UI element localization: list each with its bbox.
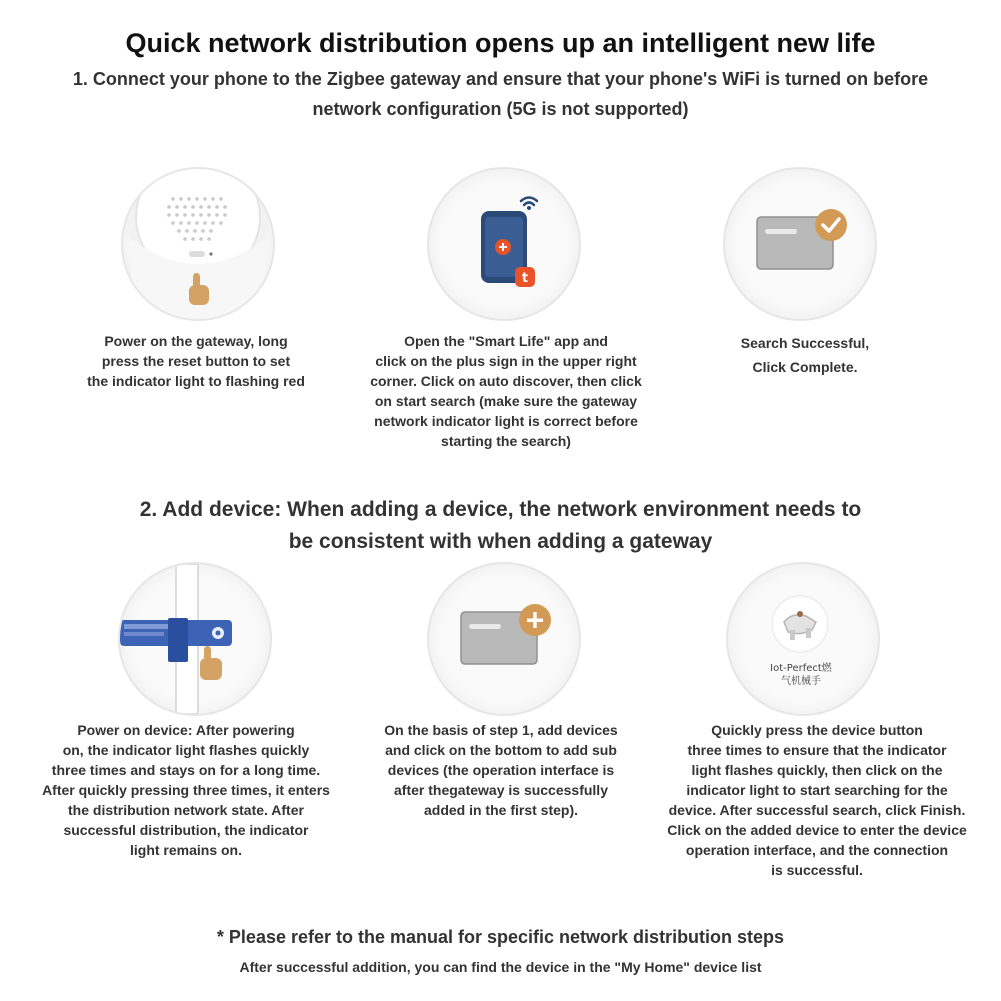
add-device-icon [429, 564, 579, 714]
step4-description: Power on device: After powering on, the indicator light flashes quickly three times and stays on for a long time. After quickly pressing three times, it enters the distribution network state. After successful distribution, the indicator light remains on. [42, 722, 330, 858]
phone-app-icon [429, 169, 579, 319]
step3-description: Search Successful, Click Complete. [740, 335, 870, 375]
svg-text:t: t [521, 271, 529, 286]
step5-description: On the basis of step 1, add devices and click on the bottom to add sub devices (the operation interface is after thegateway is successfully added in the first step). [384, 722, 618, 818]
page-title: Quick network distribution opens up an intelligent new life [125, 28, 876, 58]
search-complete-icon [725, 169, 875, 319]
section1-instruction-line1: 1. Connect your phone to the Zigbee gateway and ensure that your phone's WiFi is turned on before [72, 69, 929, 89]
search-complete-circle [723, 167, 877, 321]
add-device-circle [427, 562, 581, 716]
section2-instruction-line1: 2. Add device: When adding a device, the network environment needs to [139, 498, 862, 521]
device-name-line2: 气机械手 [781, 676, 821, 687]
my-home-note: After successful addition, you can find the device in the "My Home" device list [239, 959, 762, 975]
step2-description: Open the "Smart Life" app and click on the plus sign in the upper right corner. Click on auto discover, then click on start search (make sure the gateway network indicator light is correct before starting the search) [370, 333, 642, 449]
device-button-icon [120, 564, 270, 714]
device-name-label [736, 662, 866, 688]
wifi-icon [521, 198, 537, 206]
finger-icon [200, 646, 222, 680]
plus-icon [533, 612, 537, 628]
device-found-icon [728, 564, 878, 714]
device-name-line1: Iot-Perfect燃 [770, 663, 832, 674]
section1-instruction-line2: network configuration (5G is not supported) [312, 99, 689, 119]
gateway-icon [123, 169, 273, 319]
section2-instruction-line2: be consistent with when adding a gateway [288, 530, 713, 553]
step6-description: Quickly press the device button three times to ensure that the indicator light flashes quickly, then click on the indicator light to start searching for the device. After successful search, click Finish. Click on the added device to enter the device operation interface, and the connection is successful. [667, 722, 967, 878]
step1-description: Power on the gateway, long press the reset button to set the indicator light to flashing red [87, 333, 305, 389]
device-found-circle [726, 562, 880, 716]
gateway-circle [121, 167, 275, 321]
device-button-circle [118, 562, 272, 716]
manual-note: * Please refer to the manual for specific network distribution steps [216, 927, 785, 947]
phone-app-circle [427, 167, 581, 321]
